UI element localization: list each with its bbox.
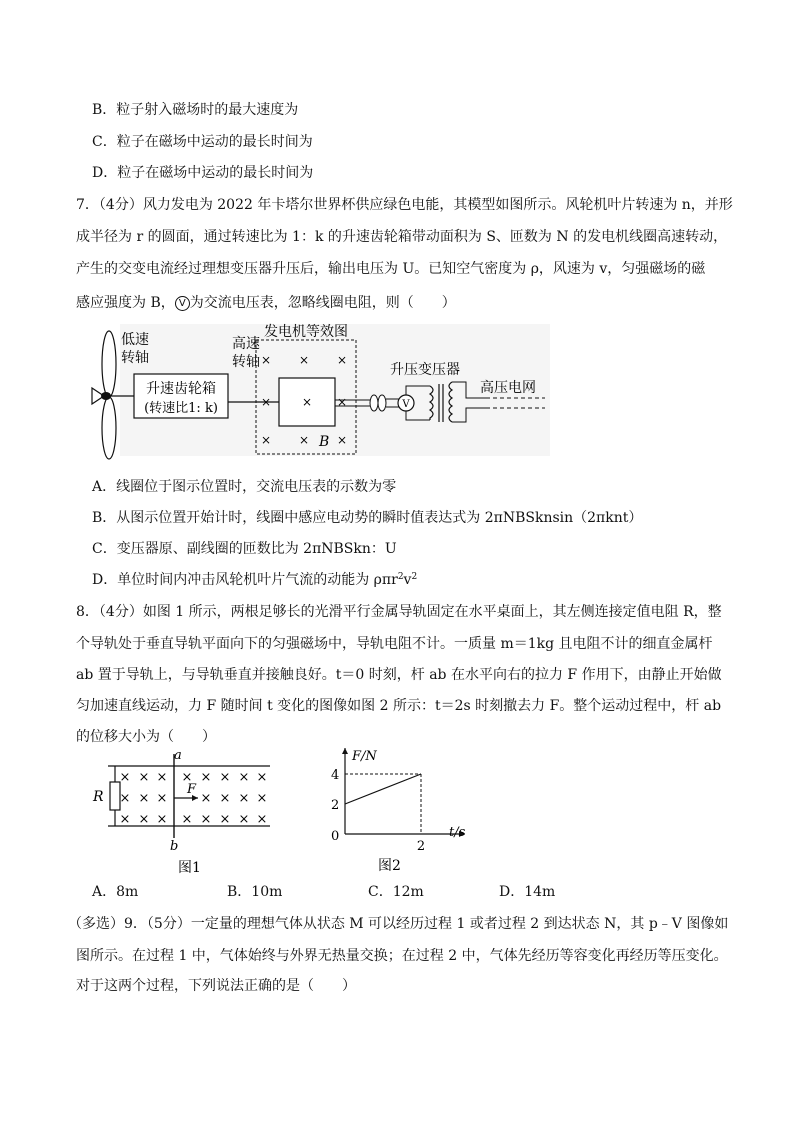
svg-text:×: × [200,770,212,785]
voltmeter-symbol: V [175,296,190,311]
svg-text:×: × [138,812,150,827]
low-speed-label: 低速 [121,332,149,348]
grid-label: 高压电网 [480,380,536,396]
q7-option-a: A．线圈位于图示位置时，交流电压表的示数为零 [92,479,397,495]
q8-choice-a[interactable]: A．8m [92,884,139,900]
force-label: F [187,782,197,797]
q7-stem-line4: 感应强度为 B， V 为交流电压表，忽略线圈电阻，则（ ） [76,295,456,311]
gearbox-ratio-label: (转速比1: k) [144,401,218,416]
svg-text:×: × [181,770,193,785]
q8-stem-line4: 匀加速直线运动，力 F 随时间 t 变化的图像如图 2 所示：t＝2s 时刻撤去力 F。整个运动过程中，杆 ab [76,698,722,714]
q8-choice-b[interactable]: B．10m [227,884,283,900]
svg-text:×: × [156,791,168,806]
svg-text:×: × [219,812,231,827]
transformer-label: 升压变压器 [390,362,460,378]
svg-text:×: × [336,353,348,367]
svg-text:×: × [138,791,150,806]
q7-option-b: B．从图示位置开始计时，线圈中感应电动势的瞬时值表达式为 2πNBSknsin（2πknt） [92,510,643,526]
generator-title: 发电机等效图 [264,324,348,340]
shaft-label-2: 转轴 [232,354,260,370]
svg-text:×: × [260,353,272,367]
svg-text:×: × [181,812,193,827]
turbine-hub [101,392,111,400]
svg-text:×: × [200,812,212,827]
x-axis-label: t/s [449,825,466,840]
origin-label: 0 [331,829,340,844]
q6-option-d: D．粒子在磁场中运动的最长时间为 [92,165,314,181]
shaft-label-1: 转轴 [121,350,149,366]
rod-label-b: b [170,839,179,854]
svg-text:×: × [200,791,212,806]
svg-text:×: × [238,791,250,806]
wind-turbine-figure [90,322,560,462]
q7-stem-line3: 产生的交变电流经过理想变压器升压后，输出电压为 U。已知空气密度为 ρ，风速为 v，匀强磁场的磁 [76,261,706,277]
y-axis-arrow [342,748,348,754]
voltmeter-label: V [402,399,410,410]
svg-text:×: × [238,812,250,827]
y-tick-2: 2 [331,798,340,813]
q9-stem-line1: （多选）9．（5分）一定量的理想气体从状态 M 可以经历过程 1 或者过程 2 到达状态 N，其 p﹣V 图像如 [68,916,729,932]
force-series-line [345,774,421,804]
q7-stem-line1: 7．（4分）风力发电为 2022 年卡塔尔世界杯供应绿色电能，其模型如图所示。风轮机叶片转速为 n，并形 [76,197,733,213]
svg-text:×: × [238,770,250,785]
svg-text:×: × [260,395,272,409]
b-field-label: B [319,434,330,450]
q8-stem-line1: 8．（4分）如图 1 所示，两根足够长的光滑平行金属导轨固定在水平桌面上，其左侧连接定值电阻 R，整 [76,604,722,620]
svg-text:×: × [156,770,168,785]
q8-figure2-chart [315,740,475,876]
svg-text:×: × [336,395,348,409]
resistor-icon [110,782,120,810]
svg-text:×: × [256,770,268,785]
svg-text:×: × [119,791,131,806]
q8-choice-d[interactable]: D．14m [499,884,556,900]
q8-figure1 [90,746,280,876]
q8-choice-c[interactable]: C．12m [368,884,424,900]
q8-stem-line5: 的位移大小为（ ） [76,729,216,745]
gearbox-label: 升速齿轮箱 [146,381,216,397]
q9-stem-line2: 图所示。在过程 1 中，气体始终与外界无热量交换；在过程 2 中，气体先经历等容变化再经历等压变化。 [76,948,728,964]
q9-stem-line3: 对于这两个过程，下列说法正确的是（ ） [76,978,356,994]
svg-text:×: × [298,353,310,367]
q6-option-b: B．粒子射入磁场时的最大速度为 [92,102,299,118]
svg-text:×: × [298,433,310,447]
svg-text:×: × [256,791,268,806]
q6-option-c: C．粒子在磁场中运动的最长时间为 [92,134,313,150]
svg-text:×: × [336,433,348,447]
svg-text:×: × [219,791,231,806]
high-speed-label: 高速 [232,336,260,352]
svg-text:×: × [156,812,168,827]
svg-text:×: × [119,770,131,785]
q7-stem-line2: 成半径为 r 的圆面，通过转速比为 1：k 的升速齿轮箱带动面积为 S、匝数为 N 的发电机线圈高速转动， [76,229,728,245]
x-tick-2: 2 [416,839,426,854]
slip-ring-2 [378,395,386,411]
q7-option-c: C．变压器原、副线圈的匝数比为 2πNBSkn：U [92,541,397,557]
svg-text:×: × [119,812,131,827]
figure1-caption: 图1 [178,860,201,876]
q8-stem-line3: ab 置于导轨上，与导轨垂直并接触良好。t＝0 时刻，杆 ab 在水平向右的拉力 F 作用下，由静止开始做 [76,667,722,683]
figure2-caption: 图2 [378,858,401,874]
y-tick-4: 4 [331,768,340,783]
svg-text:×: × [260,433,272,447]
rod-label-a: a [174,748,182,763]
coil-cross: × [301,395,313,409]
slip-ring-1 [370,395,378,411]
q7-option-d: D．单位时间内冲击风轮机叶片气流的动能为 $\rho\pi r^2v^2$ [92,572,418,588]
svg-text:×: × [138,770,150,785]
resistor-label: R [93,789,104,805]
svg-text:×: × [256,812,268,827]
svg-text:×: × [219,770,231,785]
y-axis-label: F/N [352,749,377,764]
q8-stem-line2: 个导轨处于垂直导轨平面向下的匀强磁场中，导轨电阻不计。一质量 m＝1kg 且电阻不计的细直金属杆 [76,636,713,652]
